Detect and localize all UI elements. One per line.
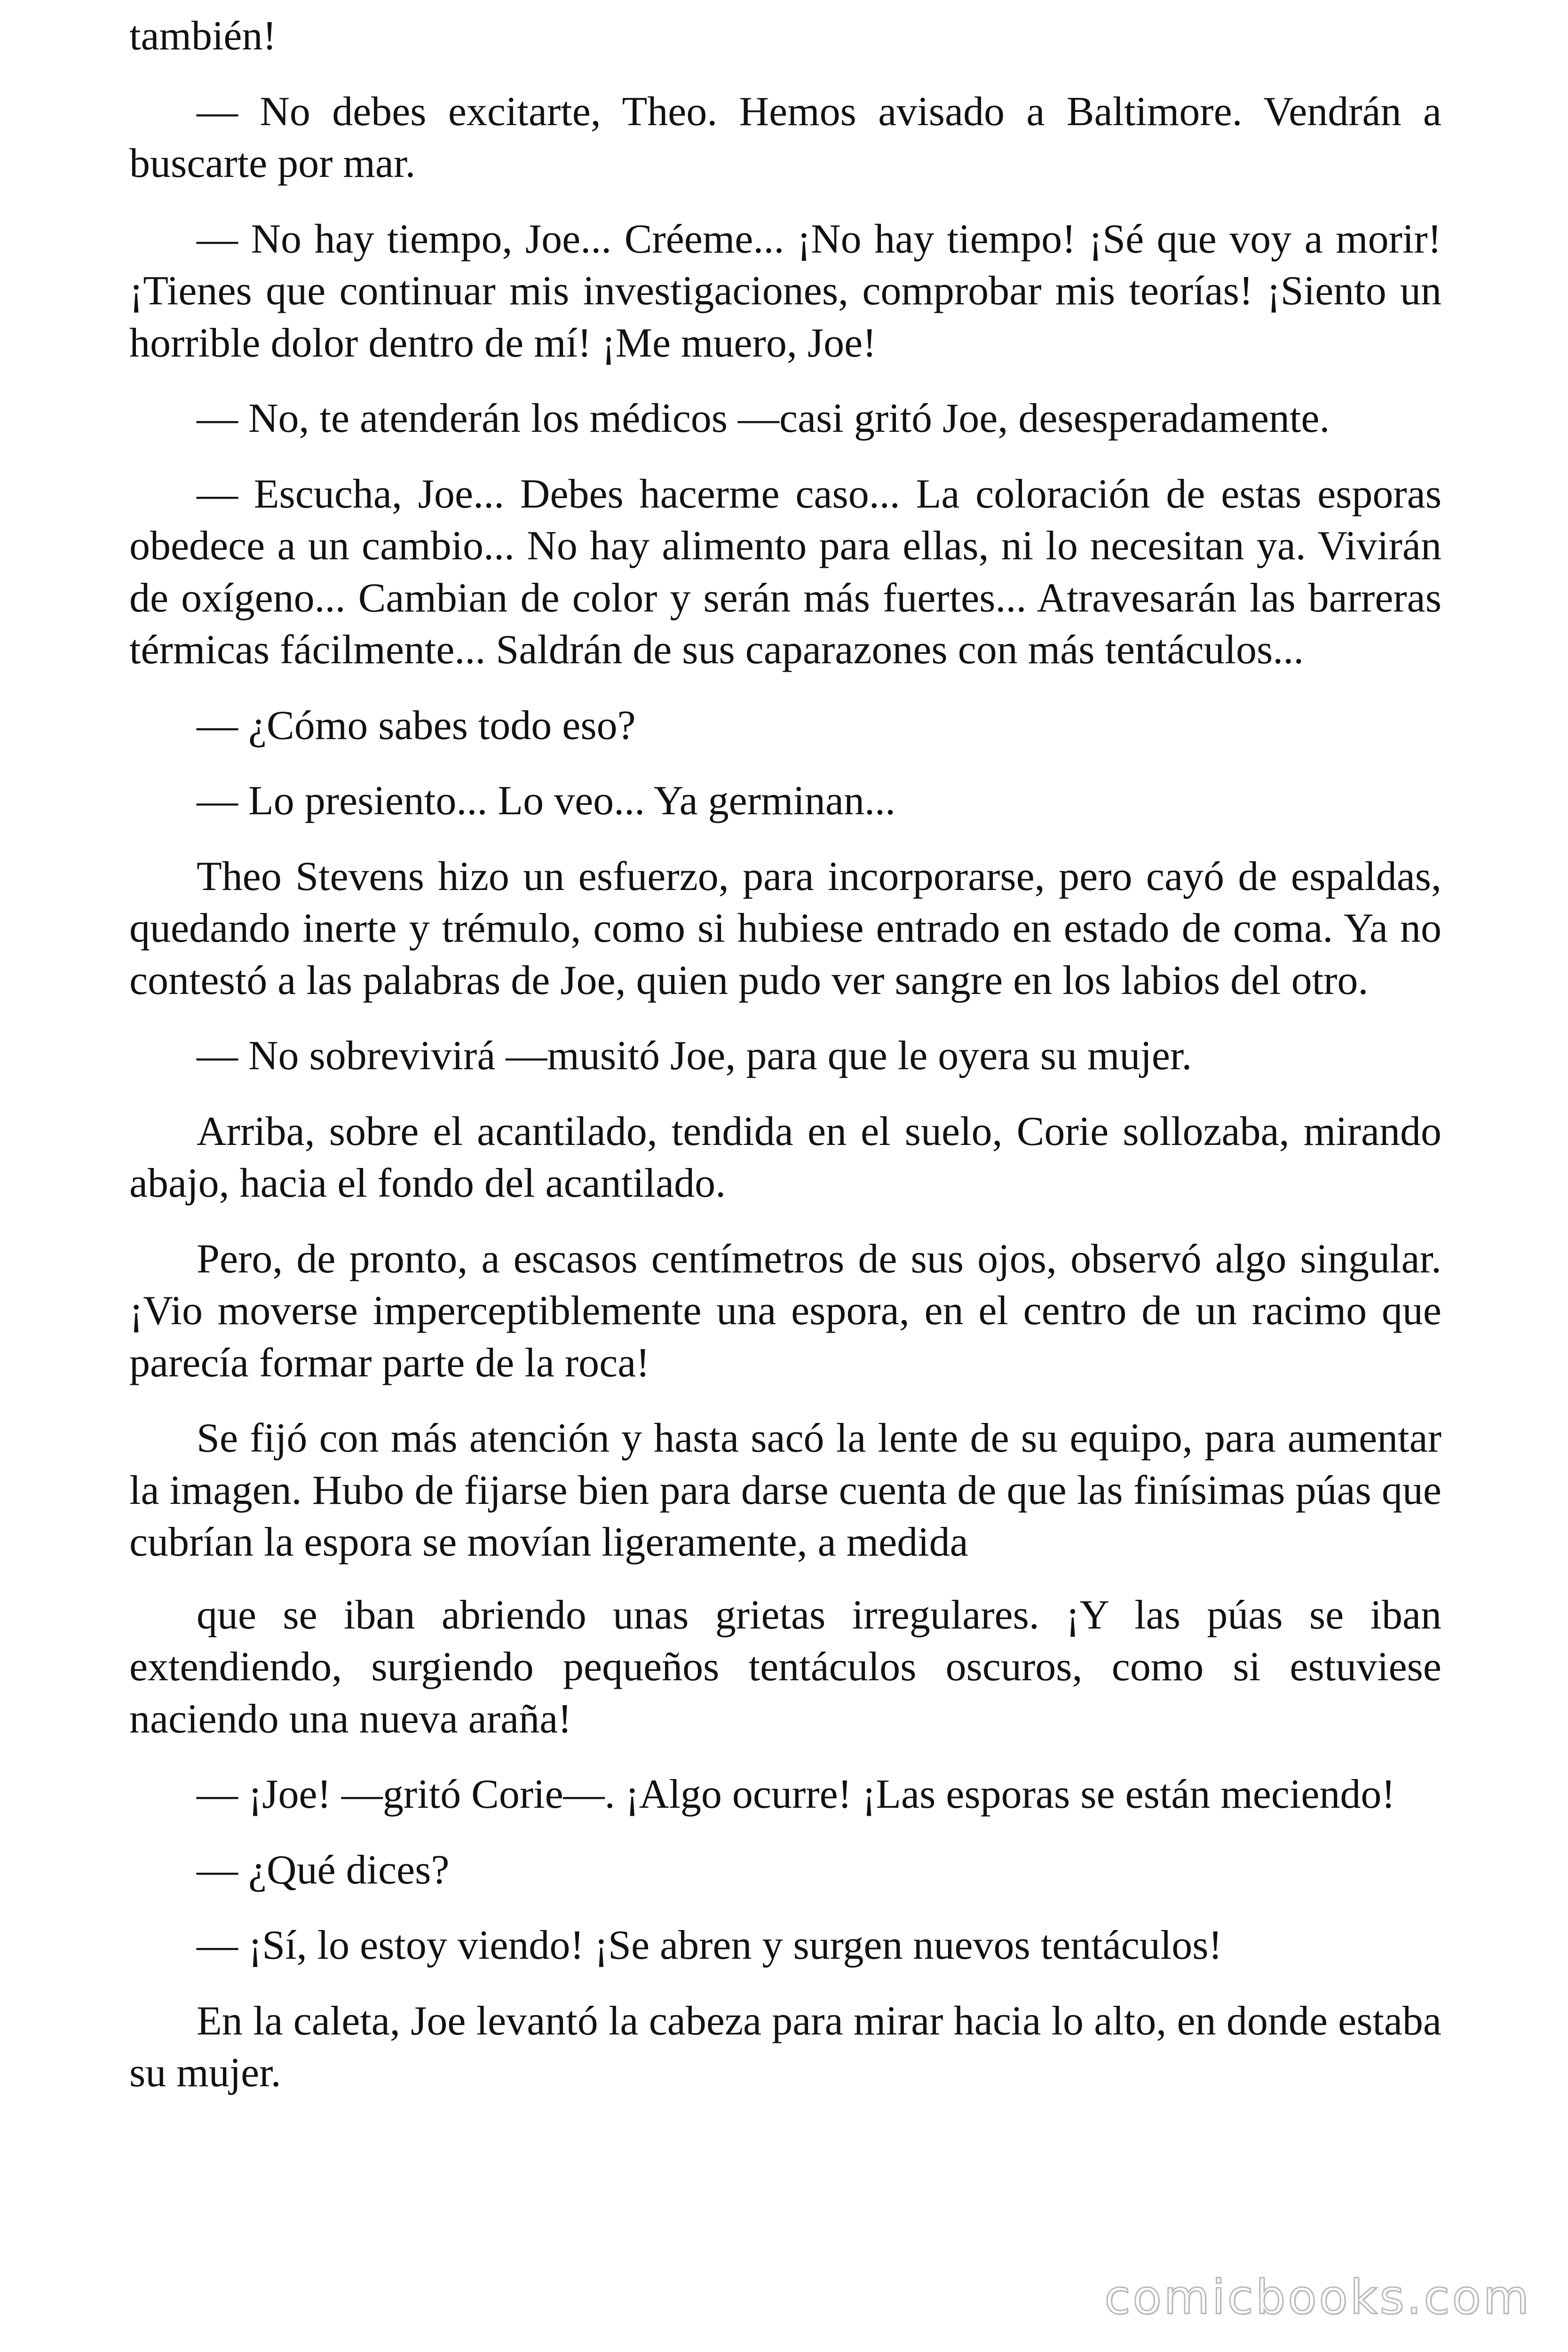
paragraph-17: En la caleta, Joe levantó la cabeza para mirar hacia lo alto, en donde estaba su mujer. <box>129 1998 1441 2096</box>
paragraph-7: — Lo presiento... Lo veo... Ya germinan... <box>197 778 895 824</box>
paragraph-13: que se iban abriendo unas grietas irregulares. ¡Y las púas se iban extendiendo, surgiendo pequeños tentáculos oscuros, como si estuviese naciendo una nueva araña! <box>129 1592 1441 1742</box>
paragraph-6: — ¿Cómo sabes todo eso? <box>197 702 636 748</box>
paragraph-16: — ¡Sí, lo estoy viendo! ¡Se abren y surgen nuevos tentáculos! <box>197 1923 1222 1968</box>
paragraph-8: Theo Stevens hizo un esfuerzo, para incorporarse, pero cayó de espaldas, quedando inerte y trémulo, como si hubiese entrado en estado de coma. Ya no contestó a las palabras de Joe, quien pudo ver sangre en los labios del otro. <box>129 853 1441 1003</box>
watermark-logo: comicbooks.com <box>1104 2270 1531 2325</box>
paragraph-1: también! <box>129 13 277 59</box>
paragraph-14: — ¡Joe! —gritó Corie—. ¡Algo ocurre! ¡Las esporas se están meciendo! <box>197 1772 1395 1817</box>
paragraph-4: — No, te atenderán los médicos —casi gritó Joe, desesperadamente. <box>197 396 1330 441</box>
paragraph-12: Se fijó con más atención y hasta sacó la lente de su equipo, para aumentar la imagen. Hubo de fijarse bien para darse cuenta de que las finísimas púas que cubrían la espora se movían ligeramente, a medida <box>129 1415 1441 1565</box>
paragraph-9: — No sobrevivirá —musitó Joe, para que le oyera su mujer. <box>197 1033 1192 1079</box>
paragraph-5: — Escucha, Joe... Debes hacerme caso... La coloración de estas esporas obedece a un cambio... No hay alimento para ellas, ni lo necesitan ya. Vivirán de oxígeno... Cambian de color y serán más fuertes... Atravesarán las barreras térmicas fácilmente... Saldrán de sus caparazones con más tentáculos... <box>129 471 1441 673</box>
paragraph-10: Arriba, sobre el acantilado, tendida en el suelo, Corie sollozaba, mirando abajo, hacia el fondo del acantilado. <box>129 1108 1441 1206</box>
body-text <box>129 10 1441 2123</box>
paragraph-2: — No debes excitarte, Theo. Hemos avisado a Baltimore. Vendrán a buscarte por mar. <box>129 88 1441 186</box>
paragraph-3: — No hay tiempo, Joe... Créeme... ¡No hay tiempo! ¡Sé que voy a morir! ¡Tienes que continuar mis investigaciones, comprobar mis teorías! ¡Siento un horrible dolor dentro de mí! ¡Me muero, Joe! <box>129 216 1441 366</box>
paragraph-11: Pero, de pronto, a escasos centímetros de sus ojos, observó algo singular. ¡Vio moverse imperceptiblemente una espora, en el centro de un racimo que parecía formar parte de la roca! <box>129 1236 1441 1386</box>
paragraph-15: — ¿Qué dices? <box>197 1847 450 1893</box>
